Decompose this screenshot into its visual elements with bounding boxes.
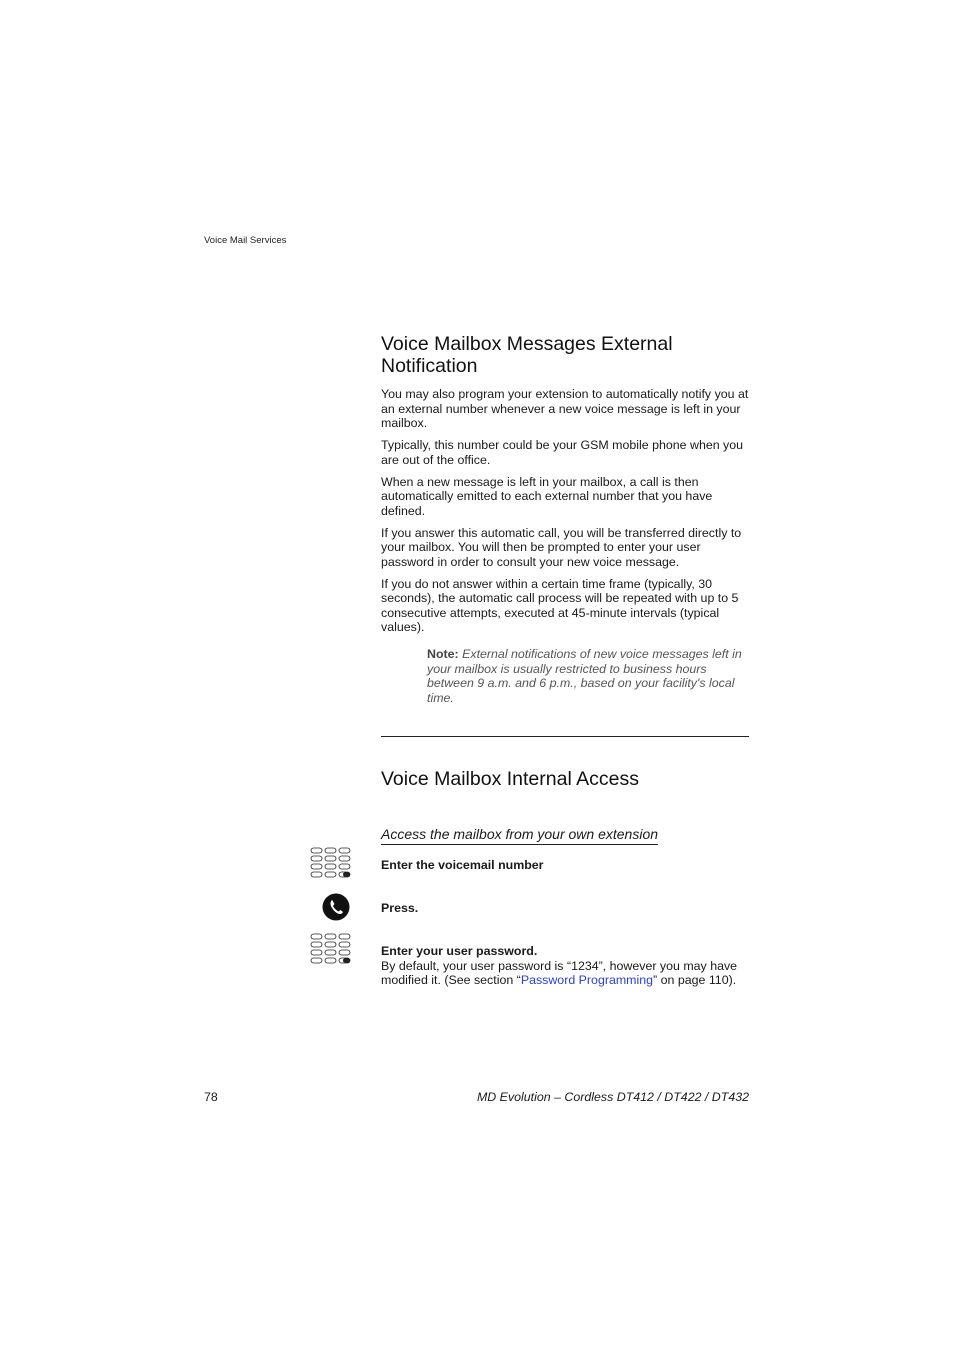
page-number: 78 <box>204 1090 218 1104</box>
step-detail: By default, your user password is “1234”, however you may have modified it. (See section “ <box>381 958 738 987</box>
running-header: Voice Mail Services <box>204 235 287 246</box>
step-instruction: Press. <box>381 901 419 915</box>
password-programming-link[interactable]: Password Programming <box>520 973 654 987</box>
keypad-icon <box>310 847 352 881</box>
section-title-line-2: Notification <box>381 355 478 377</box>
step-press <box>381 901 749 916</box>
section-title-internal-access: Voice Mailbox Internal Access <box>381 768 639 790</box>
section-internal-access <box>381 768 749 790</box>
step-enter-voicemail-number <box>381 858 749 873</box>
document-title: MD Evolution – Cordless DT412 / DT422 / DT432 <box>476 1090 749 1104</box>
section-title-line-1: Voice Mailbox Messages External <box>381 333 673 355</box>
paragraph: When a new message is left in your mailbox, a call is then automatically emitted to each external number that you have defined. <box>381 474 713 518</box>
paragraph: You may also program your extension to automatically notify you at an external number whenever a new voice message is left in your mailbox. <box>381 387 749 430</box>
off-hook-key-icon <box>322 893 350 921</box>
section-title-external-notification <box>381 333 749 377</box>
keypad-icon <box>310 933 352 967</box>
section-external-notification <box>381 333 749 642</box>
step-instruction: Enter your user password. <box>381 944 538 958</box>
subsection-title: Access the mailbox from your own extension <box>381 826 658 845</box>
section-divider <box>381 736 749 737</box>
paragraph: If you do not answer within a certain time frame (typically, 30 seconds), the automatic call process will be repeated with up to 5 consecutive attempts, executed at 45-minute intervals (typical values). <box>381 576 739 634</box>
paragraph: If you answer this automatic call, you will be transferred directly to your mailbox. You will then be prompted to enter your user password in order to consult your new voice message. <box>381 525 742 569</box>
note-label: Note: <box>427 647 459 661</box>
step-instruction: Enter the voicemail number <box>381 858 544 872</box>
step-detail-end: ” on page 110). <box>653 973 737 987</box>
note-text: External notifications of new voice messages left in your mailbox is usually restricted to business hours between 9 a.m. and 6 p.m., based on your facility's local time. <box>427 647 742 705</box>
step-enter-password <box>381 944 749 988</box>
paragraph: Typically, this number could be your GSM mobile phone when you are out of the office. <box>381 438 744 467</box>
note-box <box>427 647 749 705</box>
